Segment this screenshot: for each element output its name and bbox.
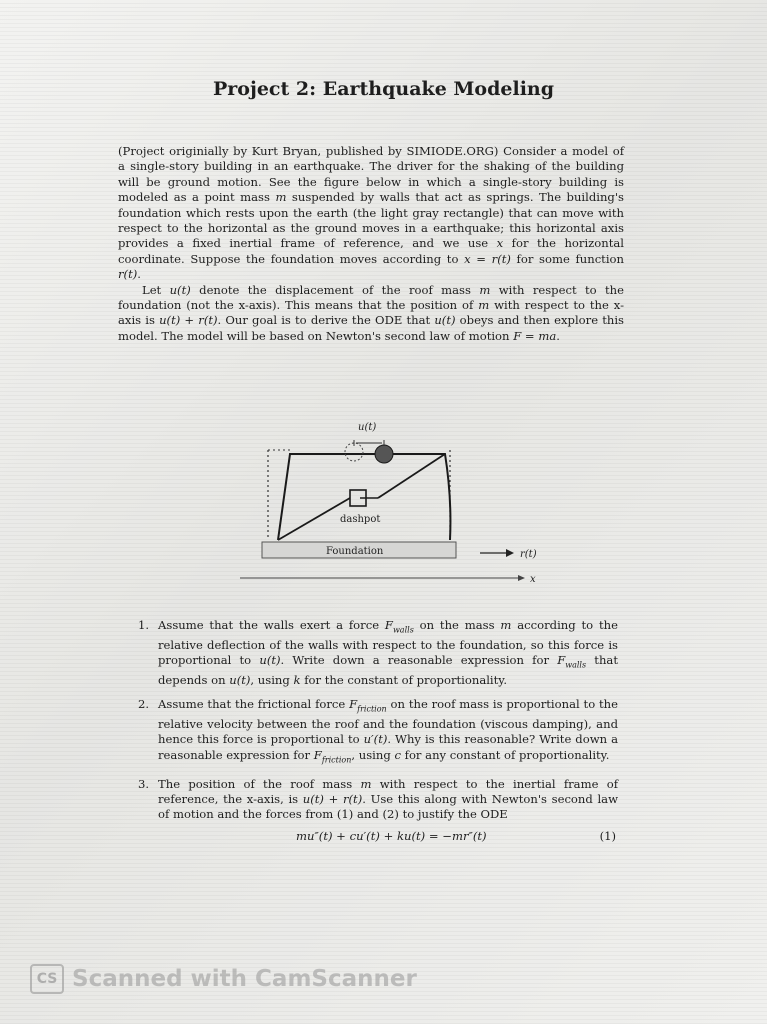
- r-label: r(t): [520, 549, 537, 560]
- text-segment: with respect to the foundation (not the x-axis). This means that the position of: [118, 282, 624, 313]
- text-segment: .: [137, 267, 141, 282]
- question-3: [130, 777, 618, 847]
- equation-body: mu″(t) + cu′(t) + ku(t) = −mr″(t): [296, 828, 487, 843]
- text-segment: u(t): [434, 313, 456, 328]
- text-segment: c: [394, 747, 401, 762]
- foundation-label: Foundation: [326, 546, 384, 557]
- text-segment: walls: [565, 660, 587, 670]
- camscanner-logo-icon: CS: [30, 964, 64, 994]
- question-text: [158, 618, 618, 687]
- text-segment: that depends on: [158, 653, 618, 687]
- dashpot-label: dashpot: [340, 514, 381, 525]
- text-segment: friction: [321, 755, 352, 765]
- text-segment: m: [360, 776, 372, 791]
- text-segment: u(t): [229, 672, 251, 687]
- text-segment: F = ma: [513, 328, 557, 343]
- text-segment: walls: [392, 625, 414, 635]
- text-segment: for the constant of proportionality.: [300, 672, 507, 687]
- text-segment: for any constant of proportionality.: [400, 747, 610, 762]
- text-segment: x = r(t): [464, 251, 511, 266]
- building-diagram: [230, 418, 550, 596]
- text-segment: F: [384, 618, 393, 632]
- text-segment: obeys and then explore this model. The model will be based on Newton's second law of motion: [118, 313, 624, 343]
- text-segment: (Project originially by Kurt Bryan, published by SIMIODE.ORG): [118, 144, 499, 158]
- r-arrowhead: [506, 549, 514, 557]
- text-segment: on the mass: [413, 618, 501, 632]
- question-1: [130, 618, 618, 688]
- text-segment: m: [500, 618, 512, 632]
- question-text: [158, 777, 618, 822]
- camscanner-watermark: [30, 964, 417, 994]
- text-segment: The position of the roof mass: [158, 776, 361, 791]
- text-segment: u′(t): [363, 732, 388, 747]
- x-label: x: [530, 574, 536, 585]
- question-number: 3.: [138, 776, 150, 791]
- text-segment: .: [556, 328, 560, 343]
- text-segment: m: [478, 298, 490, 313]
- intro-text: [118, 144, 624, 344]
- text-segment: suspended by walls that act as springs. The building's foundation which rests upon the earth (the light gray rectangle) that can move with respect to the horizontal as the ground moves in a earthquake; this horizontal axis provides a fixed inertial frame of reference, and we use: [118, 190, 624, 251]
- roof-mass: [375, 445, 393, 463]
- text-segment: denote the displacement of the roof mass: [190, 282, 480, 297]
- text-segment: . Use this along with Newton's second law of motion and the forces from (1) and (2) to justify the ODE: [158, 791, 618, 822]
- text-segment: for some function: [510, 251, 624, 266]
- question-number: 1.: [138, 618, 150, 632]
- text-segment: , using: [250, 672, 294, 687]
- question-number: 2.: [138, 697, 150, 712]
- text-segment: . Why is this reasonable? Write down a reasonable expression for: [158, 732, 618, 762]
- watermark-text: Scanned with CamScanner: [72, 966, 417, 992]
- text-segment: . Our goal is to derive the ODE that: [217, 313, 435, 328]
- text-segment: x: [496, 236, 504, 251]
- equation-number: (1): [599, 828, 616, 843]
- text-segment: Assume that the walls exert a force: [158, 618, 385, 632]
- text-segment: Let: [142, 282, 170, 297]
- paragraph-intro: [118, 144, 624, 283]
- question-text: [158, 697, 618, 765]
- text-segment: F: [557, 653, 566, 668]
- building-figure: [230, 418, 550, 596]
- question-list: [130, 618, 618, 856]
- text-segment: on the roof mass is proportional to the relative velocity between the roof and the foundation (viscous damping), and hence this force is proportional to: [158, 697, 618, 747]
- text-segment: Consider a model of a single-story building in an earthquake. The driver for the shaking of the building will be ground motion. See the figure below in which a single-story building is modeled as a point mass: [118, 144, 624, 205]
- text-segment: , using: [351, 747, 395, 762]
- text-segment: according to the relative deflection of the walls with respect to the foundation, so this force is proportional to: [158, 618, 618, 668]
- text-segment: Assume that the frictional force: [158, 697, 350, 712]
- ode-equation: [186, 829, 618, 847]
- x-axis-arrowhead: [518, 575, 525, 581]
- text-segment: F: [349, 697, 358, 712]
- text-segment: u(t) + r(t): [302, 791, 363, 806]
- text-segment: with respect to the x-axis is: [118, 298, 624, 328]
- text-segment: m: [275, 190, 287, 205]
- question-2: [130, 697, 618, 767]
- text-segment: with respect to the inertial frame of reference, the x-axis, is: [158, 776, 618, 806]
- text-segment: . Write down a reasonable expression for: [280, 653, 558, 668]
- text-segment: k: [293, 672, 301, 687]
- text-segment: for the horizontal coordinate. Suppose the foundation moves according to: [118, 236, 624, 266]
- text-segment: u(t) + r(t): [159, 313, 218, 328]
- paragraph-displacement: [118, 283, 624, 345]
- text-segment: m: [479, 282, 491, 297]
- text-segment: u(t): [259, 653, 281, 668]
- text-segment: F: [313, 747, 322, 762]
- u-label: u(t): [358, 422, 377, 433]
- text-segment: u(t): [169, 282, 191, 297]
- page-title: Project 2: Earthquake Modeling: [212, 78, 555, 100]
- text-segment: r(t): [118, 267, 138, 282]
- text-segment: friction: [357, 704, 387, 714]
